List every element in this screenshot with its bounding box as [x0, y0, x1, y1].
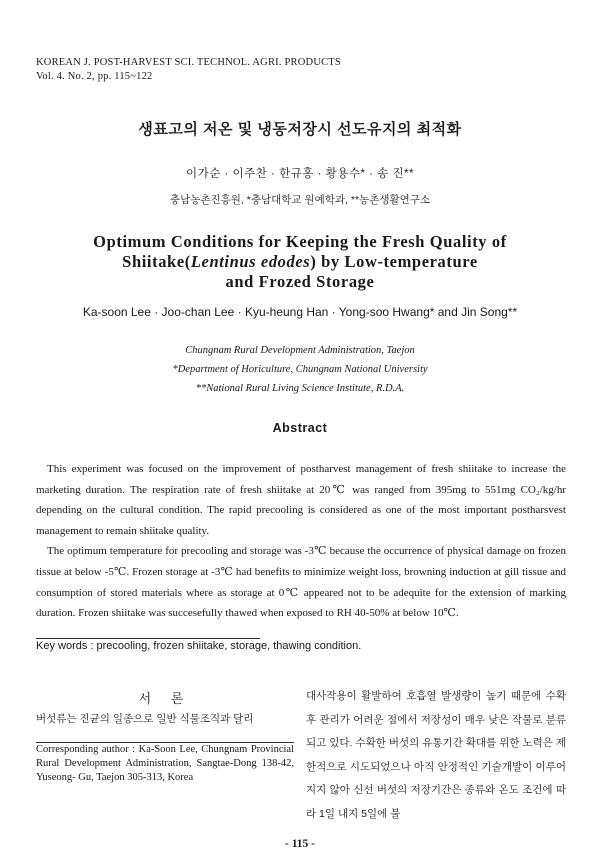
english-affiliations: [0, 341, 600, 398]
abstract-heading: Abstract: [272, 421, 328, 435]
species-name: Lentinus edodes: [190, 252, 311, 271]
corresponding-author-note: Corresponding author : Ka-Soon Lee, Chungnam Provincial Rural Development Administration, Sangtae-Dong 138-42, Yuseong- Gu, Taejon 305-313, Korea: [36, 744, 294, 783]
korean-authors: 이가순 · 이주찬 · 한규홍 · 황용수* · 송 진**: [185, 168, 415, 180]
korean-title: 생표고의 저온 및 냉동저장시 선도유지의 최적화: [138, 121, 462, 138]
page-number: - 115 -: [284, 838, 316, 850]
english-title-line2: [0, 252, 600, 272]
keywords-divider: [36, 638, 260, 639]
keywords: Key words : precooling, frozen shiitake, storage, thawing condition.: [36, 640, 362, 652]
title-text-pre: Shiitake(: [122, 252, 191, 271]
journal-header: [36, 56, 341, 84]
affiliation-3: **National Rural Living Science Institute, R.D.A.: [195, 383, 405, 394]
abstract-body: [36, 459, 566, 624]
affiliation-2: *Department of Horiculture, Chungnam National University: [172, 364, 428, 375]
journal-name: KOREAN J. POST-HARVEST SCI. TECHNOL. AGRI. PRODUCTS: [36, 57, 341, 68]
korean-affiliations: 충남농촌진흥원, *충남대학교 원예학과, **농촌생활연구소: [169, 194, 431, 206]
intro-right-text: 대사작용이 활발하여 호흡열 발생량이 높기 때문에 수확 후 관리가 어려운 점에서 저장성이 매우 낮은 작물로 분류되고 있다. 수확한 버섯의 유통기간 확대를 위한 노력은 제한적으로 시도되었으나 아직 안정적인 기술개발이 이루어지지 않아 신선 버섯의 저장기간은 종류와 온도 조건에 따라 1일 내지 5일에 불: [306, 690, 566, 820]
title-text-post: ) by Low-temperature: [310, 252, 478, 271]
english-title-line3: and Frozed Storage: [225, 272, 375, 291]
english-title-line1: Optimum Conditions for Keeping the Fresh Quality of: [93, 232, 507, 251]
english-authors: Ka-soon Lee · Joo-chan Lee · Kyu-heung Han · Yong-soo Hwang* and Jin Song**: [82, 305, 518, 319]
abstract-paragraph-2: The optimum temperature for precooling and storage was -3℃ because the occurrence of physical damage on frozen tissue at below -5℃. Frozen storage at -3℃ had benefits to minimize weight loss, browning induction at gill tissue and consumption of stored materials where as storage at 0℃ appeared not to be adequite for the extension of marking duration. Frozen shiitake was succesefully thawed when exposed to RH 40-50% at below 10℃.: [36, 545, 566, 620]
section-heading-introduction: 서 론: [138, 691, 192, 706]
affiliation-1: Chungnam Rural Development Administration, Taejon: [185, 345, 415, 356]
english-title: [0, 232, 600, 292]
journal-volume: Vol. 4. No. 2, pp. 115~122: [36, 71, 153, 82]
abstract-paragraph-1: This experiment was focused on the improvement of postharvest management of fresh shiitake to increase the marketing duration. The respiration rate of fresh shiitake at 20℃ was ranged from 395mg to 551mg CO₂/kg/hr depending on the cultural condition. The rapid precooling is considered as one of the most important postharsvest management to remain shiitake quality.: [36, 463, 566, 537]
intro-left-text: 버섯류는 진균의 일종으로 일반 식물조직과 달리: [36, 713, 254, 725]
